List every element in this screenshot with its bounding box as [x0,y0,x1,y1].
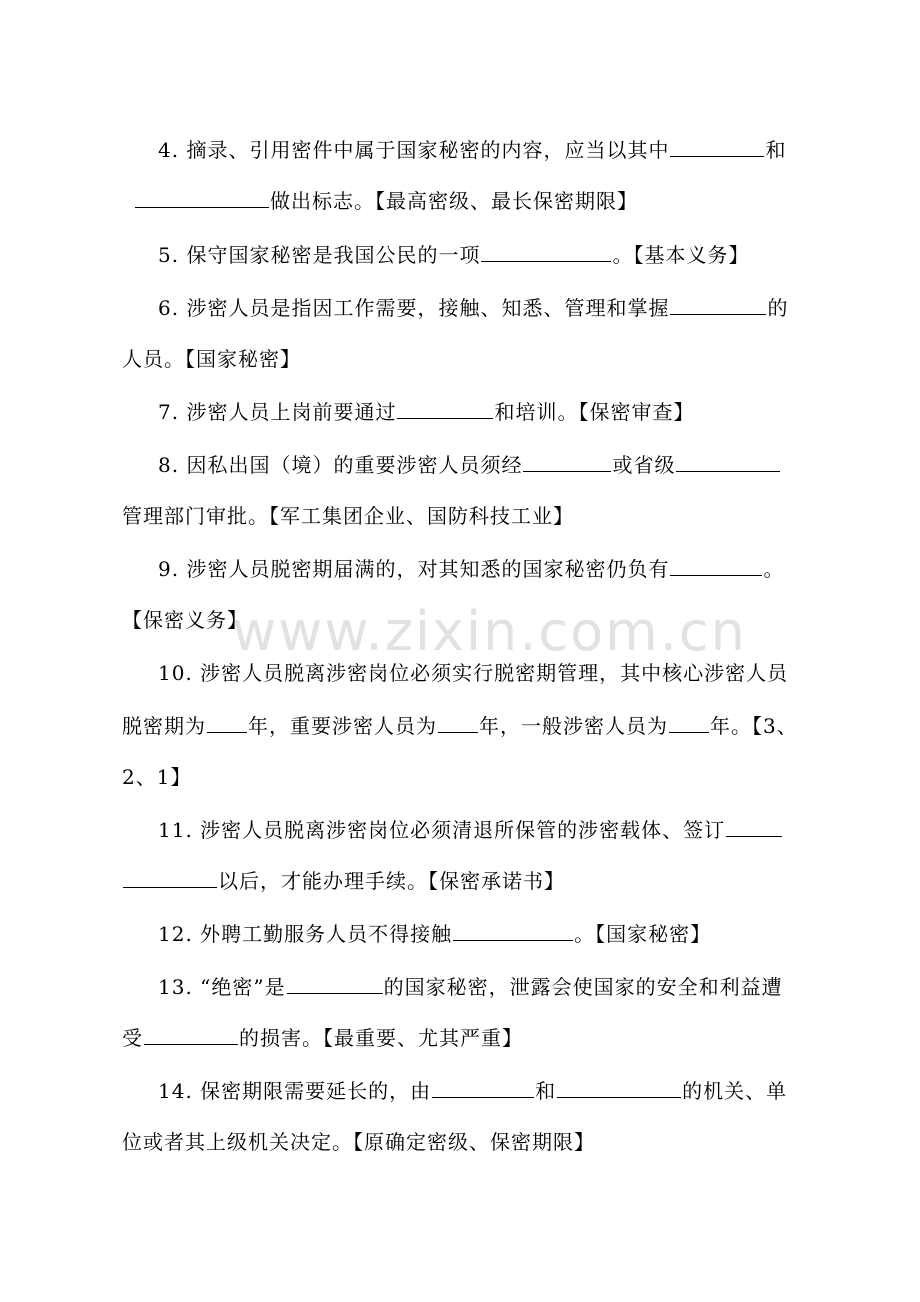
q8-blank-1[interactable] [523,451,611,472]
q5-end: 。 [612,243,634,267]
q10-text-4: 年，一般涉密人员为 [479,714,668,738]
q12-end: 。 [574,922,596,946]
q4-blank-2[interactable] [135,187,269,208]
q6-answer: 【国家秘密】 [185,347,301,371]
q10-blank-1[interactable] [207,712,247,733]
q4-line1 [158,136,786,164]
q5-text: 5. 保守国家秘密是我国公民的一项 [158,243,481,267]
q4-text-2: 做出标志。 [270,189,375,213]
q13-blank-2[interactable] [144,1024,238,1045]
q9-blank[interactable] [670,555,762,576]
q4-line2 [134,187,638,215]
q10-text-5: 年。【3、 [710,714,798,738]
q9-answer: 【保密义务】 [122,608,248,632]
q11-line2 [122,867,565,895]
q9-line2 [122,606,248,634]
q13-blank-1[interactable] [287,973,383,994]
q14-blank-2[interactable] [557,1077,681,1098]
q13-line1 [158,973,783,1001]
q11-line1 [158,816,783,844]
q6-line1 [158,294,788,322]
q12-line1 [158,920,711,948]
q8-text-2: 管理部门审批。 [122,504,269,528]
q9-text: 9. 涉密人员脱密期届满的，对其知悉的国家秘密仍负有 [158,557,670,581]
q6-line2 [122,345,301,373]
q12-text: 12. 外聘工勤服务人员不得接触 [158,922,453,946]
q5-answer: 【基本义务】 [633,243,750,267]
q6-text-2: 人员。 [122,347,185,371]
q6-connector: 的 [767,296,789,320]
q11-text: 11. 涉密人员脱离涉密岗位必须清退所保管的涉密载体、签订 [158,818,726,842]
q9-line1 [158,555,784,583]
q10-line3 [122,763,191,791]
q8-answer: 【军工集团企业、国防科技工业】 [269,504,574,528]
q14-line1 [158,1077,787,1105]
q7-text-2: 和培训。 [494,400,579,424]
q14-text: 14. 保密期限需要延长的，由 [158,1079,432,1103]
q10-text: 10. 涉密人员脱离涉密岗位必须实行脱密期管理，其中核心涉密人员 [158,661,789,685]
q14-line2 [122,1128,595,1156]
q13-answer: 【最重要、尤其严重】 [323,1026,523,1050]
q11-answer: 【保密承诺书】 [428,869,565,893]
q10-text-3: 年，重要涉密人员为 [248,714,437,738]
q13-text-3: 受 [122,1026,143,1050]
q13-text-4: 的损害。 [239,1026,323,1050]
q8-line1 [158,451,781,479]
q14-text-3: 位或者其上级机关决定。 [122,1130,353,1154]
q11-text-2: 以后，才能办理手续。 [218,869,428,893]
q7-answer: 【保密审查】 [578,400,695,424]
q13-line2 [122,1024,523,1052]
q4-blank-1[interactable] [670,136,764,157]
q10-text-2: 脱密期为 [122,714,206,738]
q14-connector: 和 [535,1079,557,1103]
q8-connector: 或省级 [612,453,676,477]
q8-blank-2[interactable] [676,451,780,472]
q6-text: 6. 涉密人员是指因工作需要，接触、知悉、管理和掌握 [158,296,670,320]
q8-text: 8. 因私出国（境）的重要涉密人员须经 [158,453,523,477]
q9-end: 。 [763,557,785,581]
q13-text-2: 的国家秘密，泄露会使国家的安全和利益遭 [383,975,783,999]
q4-connector: 和 [765,138,787,162]
q14-text-2: 的机关、单 [682,1079,788,1103]
q7-text: 7. 涉密人员上岗前要通过 [158,400,397,424]
q10-line2 [122,712,798,740]
q13-text: 13. “绝密”是 [158,975,286,999]
q4-text: 4. 摘录、引用密件中属于国家秘密的内容，应当以其中 [158,138,670,162]
q11-blank-2[interactable] [123,867,217,888]
q8-line2 [122,502,574,530]
q11-blank-1[interactable] [726,816,782,837]
q10-blank-3[interactable] [669,712,709,733]
q4-answer: 【最高密级、最长保密期限】 [375,189,638,213]
q12-answer: 【国家秘密】 [595,922,712,946]
q10-answer: 2、1】 [122,765,192,789]
q12-blank[interactable] [453,920,573,941]
q5-line1 [158,241,749,269]
q14-answer: 【原确定密级、保密期限】 [353,1130,595,1154]
q6-blank[interactable] [670,294,766,315]
watermark: www.zixin.com.cn [232,600,747,663]
q10-blank-2[interactable] [438,712,478,733]
q7-blank[interactable] [397,398,493,419]
q14-blank-1[interactable] [432,1077,534,1098]
q5-blank[interactable] [481,241,611,262]
q10-line1 [158,659,788,687]
q7-line1 [158,398,694,426]
